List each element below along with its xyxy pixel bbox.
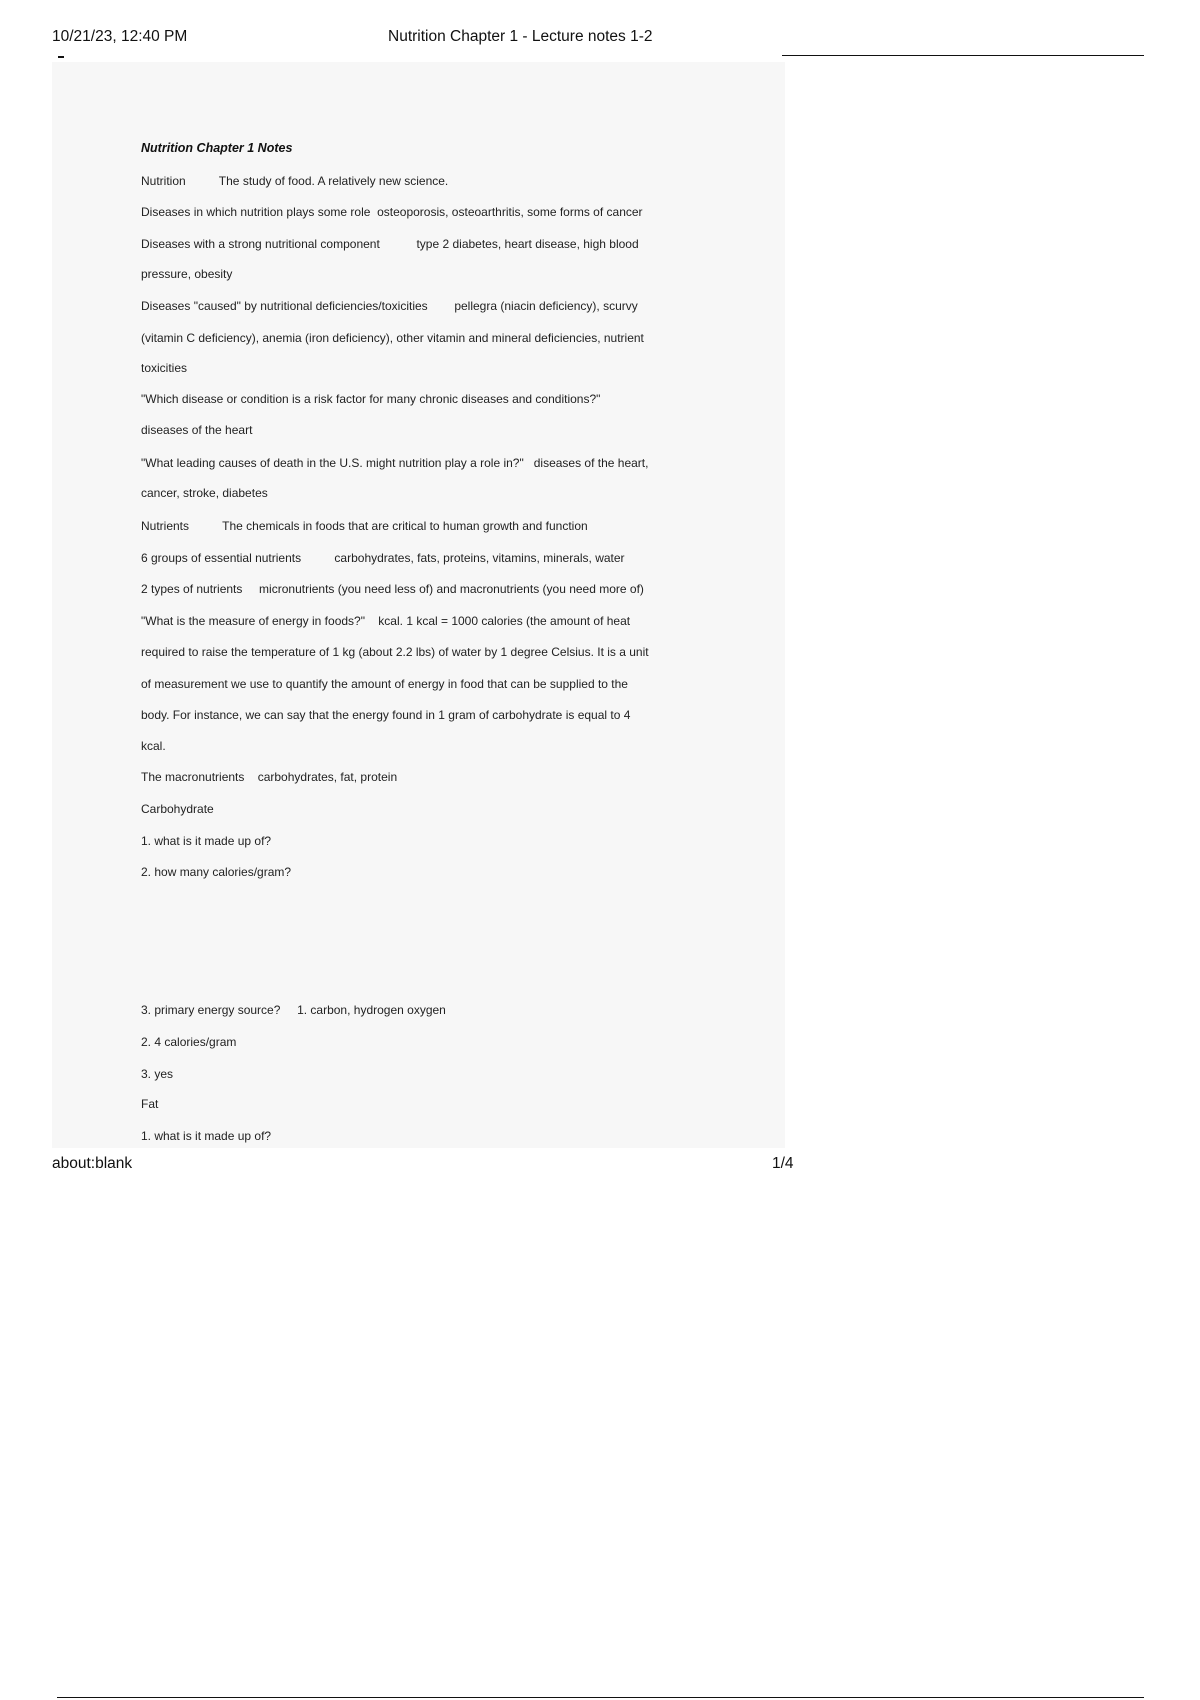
note-line: 1. what is it made up of? bbox=[141, 834, 272, 848]
note-line: Nutrition The study of food. A relatively new science. bbox=[141, 174, 449, 188]
note-line: cancer, stroke, diabetes bbox=[141, 486, 268, 500]
note-line: Fat bbox=[141, 1097, 159, 1111]
note-line: 3. primary energy source? 1. carbon, hydrogen oxygen bbox=[141, 1003, 446, 1017]
note-line: 2. 4 calories/gram bbox=[141, 1035, 237, 1049]
note-line: The macronutrients carbohydrates, fat, protein bbox=[141, 770, 398, 784]
note-line: (vitamin C deficiency), anemia (iron deficiency), other vitamin and mineral deficiencies, nutrient bbox=[141, 331, 644, 345]
note-line: 1. what is it made up of? bbox=[141, 1129, 272, 1143]
note-line: "What is the measure of energy in foods?" kcal. 1 kcal = 1000 calories (the amount of heat bbox=[141, 614, 631, 628]
note-line: Diseases "caused" by nutritional deficiencies/toxicities pellegra (niacin deficiency), scurvy bbox=[141, 299, 638, 313]
note-line: required to raise the temperature of 1 kg (about 2.2 lbs) of water by 1 degree Celsius. It is a unit bbox=[141, 645, 649, 659]
note-line: pressure, obesity bbox=[141, 267, 233, 281]
print-date: 10/21/23, 12:40 PM bbox=[52, 28, 188, 45]
note-line: "Which disease or condition is a risk factor for many chronic diseases and conditions?" bbox=[141, 392, 601, 406]
note-line: "What leading causes of death in the U.S. might nutrition play a role in?" diseases of the heart, bbox=[141, 456, 649, 470]
note-line: Diseases in which nutrition plays some role osteoporosis, osteoarthritis, some forms of cancer bbox=[141, 205, 643, 219]
corner-mark bbox=[58, 56, 64, 58]
note-line: body. For instance, we can say that the energy found in 1 gram of carbohydrate is equal to 4 bbox=[141, 708, 631, 722]
note-line: 3. yes bbox=[141, 1067, 174, 1081]
note-line: 2. how many calories/gram? bbox=[141, 865, 292, 879]
note-line: 6 groups of essential nutrients carbohydrates, fats, proteins, vitamins, minerals, water bbox=[141, 551, 625, 565]
note-line: kcal. bbox=[141, 739, 166, 753]
footer-url: about:blank bbox=[52, 1155, 133, 1172]
note-line: of measurement we use to quantify the amount of energy in food that can be supplied to the bbox=[141, 677, 628, 691]
note-line: 2 types of nutrients micronutrients (you need less of) and macronutrients (you need more of) bbox=[141, 582, 644, 596]
page-number: 1/4 bbox=[772, 1155, 794, 1172]
header-rule bbox=[782, 55, 1144, 56]
note-line: Diseases with a strong nutritional component type 2 diabetes, heart disease, high blood bbox=[141, 237, 639, 251]
note-line: Carbohydrate bbox=[141, 802, 214, 816]
bottom-rule bbox=[57, 1697, 1144, 1698]
note-line: diseases of the heart bbox=[141, 423, 253, 437]
note-line: Nutrients The chemicals in foods that are critical to human growth and function bbox=[141, 519, 588, 533]
notes-sheet bbox=[52, 62, 785, 1148]
note-line: toxicities bbox=[141, 361, 188, 375]
page-title: Nutrition Chapter 1 - Lecture notes 1-2 bbox=[388, 28, 653, 45]
notes-heading: Nutrition Chapter 1 Notes bbox=[141, 141, 293, 155]
